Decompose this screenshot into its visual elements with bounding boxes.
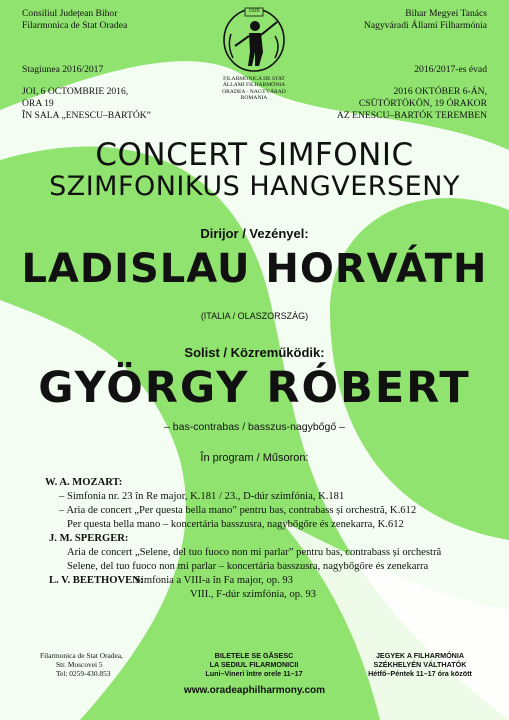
right-date-line3: AZ ENESCU–BARTÓK TEREMBEN	[336, 110, 487, 121]
footer-tickets-hu	[350, 651, 490, 678]
left-date-line2: ORA 19	[22, 98, 54, 109]
logo-line4: ROMANIA	[240, 95, 268, 102]
left-org-line1: Consiliul Județean Bihor	[22, 8, 118, 19]
address-line1: Filarmonica de Stat Oradea,	[40, 651, 123, 660]
program-item: Selene, del tuo fuoco non mi parlar – koncertária basszusra, nagybőgőre és zenekarra	[67, 561, 429, 572]
logo-line2: ÁLLAMI FILHARMÓNIA	[222, 82, 286, 89]
footer-tickets-ro	[184, 651, 324, 678]
right-date-block	[337, 86, 487, 122]
left-date-block	[22, 86, 151, 122]
concert-title-ro: CONCERT SIMFONIC	[95, 137, 414, 173]
header-left-org	[22, 8, 127, 32]
tickets-ro-line2: LA SEDIUL FILARMONICII	[209, 660, 299, 669]
soloist-name: GYÖRGY RÓBERT	[38, 363, 471, 413]
composer-mozart: W. A. MOZART:	[45, 477, 123, 488]
logo-year: 1949	[248, 8, 260, 14]
program-list	[45, 476, 485, 602]
right-org-line2: Nagyváradi Állami Filharmónia	[363, 20, 487, 31]
conductor-country: (ITALIA / OLASZORSZÁG)	[200, 311, 309, 321]
logo-line3: ORADEA · NAGYVÁRAD	[222, 88, 286, 95]
concert-title-hu: SZIMFONIKUS HANGVERSENY	[49, 171, 460, 202]
tickets-ro-line1: BILETELE SE GĂSESC	[214, 651, 294, 660]
program-item: – Simfonia nr. 23 în Re major, K.181 / 23., D-dúr szimfónia, K.181	[59, 491, 345, 502]
program-item: Aria de concert „Selene, del tuo fuoco non mi parlar” pentru bas, contrabass și orchestră	[67, 547, 442, 558]
program-item: VIII., F-dúr szimfónia, op. 93	[190, 589, 316, 600]
footer-address	[40, 651, 160, 678]
right-org-line1: Bihar Megyei Tanács	[405, 8, 487, 19]
website-link[interactable]: www.oradeaphilharmony.com	[183, 685, 326, 696]
tickets-hu-line1: JEGYEK A FILHARMÓNIA	[375, 651, 465, 660]
soloist-instrument: – bas-contrabas / basszus-nagybőgő –	[164, 421, 345, 433]
program-label: În program / Műsoron:	[200, 452, 309, 464]
header-right-org	[364, 8, 487, 32]
conductor-name: LADISLAU HORVÁTH	[21, 246, 488, 292]
left-date-line1: JOI, 6 OCTOMBRIE 2016,	[22, 86, 129, 97]
address-line3: Tel: 0259-430.853	[56, 669, 111, 678]
right-date-line2: CSÜTÖRTÖKÖN, 19 ÓRAKOR	[358, 98, 487, 109]
conductor-label: Dirijor / Vezényel:	[200, 226, 309, 241]
tickets-hu-line2: SZÉKHELYÉN VÁLTHATÓK	[373, 660, 467, 669]
address-line2: Str. Moscovei 5	[56, 660, 103, 669]
composer-beethoven: L. V. BEETHOVEN:	[49, 575, 144, 586]
left-org-line2: Filarmonica de Stat Oradea	[22, 20, 128, 31]
left-season: Stagiunea 2016/2017	[22, 64, 104, 75]
conductor-logo-icon	[219, 6, 289, 74]
composer-sperger: J. M. SPERGER:	[49, 533, 129, 544]
left-date-line3: ÎN SALA „ENESCU–BARTÓK”	[22, 110, 151, 121]
program-item: – Aria de concert „Per questa bella mano” pentru bas, contrabass și orchestră, K.612	[59, 505, 417, 516]
right-date-line1: 2016 OKTÓBER 6-ÁN,	[393, 86, 487, 97]
logo-line1: FILARMONICA DE STAT	[223, 76, 285, 82]
right-season: 2016/2017-es évad	[414, 64, 487, 75]
beethoven-row	[45, 574, 485, 588]
program-item: Simfonia a VIII-a în Fa major, op. 93	[135, 575, 293, 586]
tickets-hu-line3: Hétfő–Péntek 11–17 óra között	[368, 669, 472, 678]
program-item: Per questa bella mano – koncertária basszusra, nagybőgőre és zenekarra, K.612	[67, 519, 404, 530]
tickets-ro-line3: Luni–Vineri între orele 11–17	[205, 669, 303, 678]
philharmonic-logo	[204, 6, 304, 102]
soloist-label: Solist / Közreműködik:	[184, 345, 325, 360]
